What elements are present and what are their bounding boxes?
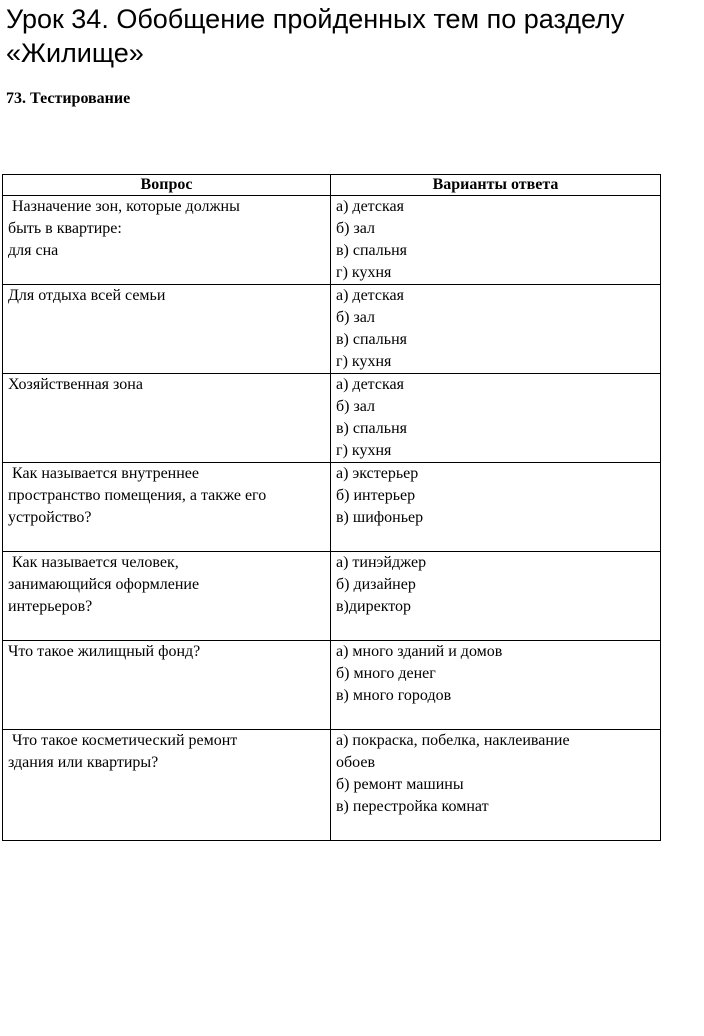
answer-option: а) детская bbox=[336, 198, 404, 215]
question-cell bbox=[3, 730, 331, 841]
answer-option: в) спальня bbox=[336, 242, 407, 259]
question-line: Для отдыха всей семьи bbox=[8, 287, 166, 304]
header-answers: Варианты ответа bbox=[331, 175, 661, 196]
header-question: Вопрос bbox=[3, 175, 331, 196]
question-cell bbox=[3, 285, 331, 374]
question-line: Как называется внутреннее bbox=[8, 465, 199, 482]
answers-cell bbox=[331, 285, 661, 374]
answer-option: б) зал bbox=[336, 309, 376, 326]
quiz-table bbox=[2, 174, 661, 841]
answers-cell bbox=[331, 552, 661, 641]
answer-option: в) много городов bbox=[336, 687, 452, 704]
answer-option: в)директор bbox=[336, 598, 412, 615]
answer-option: б) дизайнер bbox=[336, 576, 416, 593]
table-row bbox=[3, 285, 661, 374]
question-line: здания или квартиры? bbox=[8, 754, 159, 771]
answers-cell bbox=[331, 374, 661, 463]
answer-option: а) детская bbox=[336, 287, 404, 304]
question-line: Как называется человек, bbox=[8, 554, 179, 571]
answers-cell bbox=[331, 641, 661, 730]
question-line: быть в квартире: bbox=[8, 220, 122, 237]
table-header-row bbox=[3, 175, 661, 196]
table-row bbox=[3, 196, 661, 285]
answer-option: в) спальня bbox=[336, 420, 407, 437]
answers-cell bbox=[331, 196, 661, 285]
question-line: интерьеров? bbox=[8, 598, 93, 615]
question-line: устройство? bbox=[8, 509, 92, 526]
question-line: Что такое косметический ремонт bbox=[8, 732, 238, 749]
table-row bbox=[3, 730, 661, 841]
table-row bbox=[3, 552, 661, 641]
answer-option: б) интерьер bbox=[336, 487, 416, 504]
question-line: пространство помещения, а также его bbox=[8, 487, 267, 504]
question-line: Хозяйственная зона bbox=[8, 376, 143, 393]
answer-option: в) шифоньер bbox=[336, 509, 424, 526]
answer-option: г) кухня bbox=[336, 353, 392, 370]
table-row bbox=[3, 374, 661, 463]
answer-option: г) кухня bbox=[336, 442, 392, 459]
table-row bbox=[3, 641, 661, 730]
answer-option: а) тинэйджер bbox=[336, 554, 427, 571]
question-cell bbox=[3, 196, 331, 285]
question-line: для сна bbox=[8, 242, 59, 259]
question-line: Назначение зон, которые должны bbox=[8, 198, 240, 215]
answer-option: обоев bbox=[336, 754, 375, 771]
answer-option: в) спальня bbox=[336, 331, 407, 348]
question-cell bbox=[3, 374, 331, 463]
answers-cell bbox=[331, 463, 661, 552]
question-cell bbox=[3, 552, 331, 641]
answer-option: б) зал bbox=[336, 220, 376, 237]
answer-option: г) кухня bbox=[336, 264, 392, 281]
answer-option: в) перестройка комнат bbox=[336, 798, 489, 815]
answer-option: б) зал bbox=[336, 398, 376, 415]
answer-option: а) детская bbox=[336, 376, 404, 393]
question-line: занимающийся оформление bbox=[8, 576, 200, 593]
table-row bbox=[3, 463, 661, 552]
question-cell bbox=[3, 463, 331, 552]
page-title: Урок 34. Обобщение пройденных тем по разделу «Жилище» bbox=[6, 4, 625, 68]
question-line: Что такое жилищный фонд? bbox=[8, 643, 201, 660]
answer-option: а) экстерьер bbox=[336, 465, 419, 482]
answer-option: а) покраска, побелка, наклеивание bbox=[336, 732, 570, 749]
answers-cell bbox=[331, 730, 661, 841]
answer-option: б) ремонт машины bbox=[336, 776, 464, 793]
answer-option: б) много денег bbox=[336, 665, 436, 682]
section-heading: 73. Тестирование bbox=[6, 90, 131, 107]
question-cell bbox=[3, 641, 331, 730]
answer-option: а) много зданий и домов bbox=[336, 643, 503, 660]
